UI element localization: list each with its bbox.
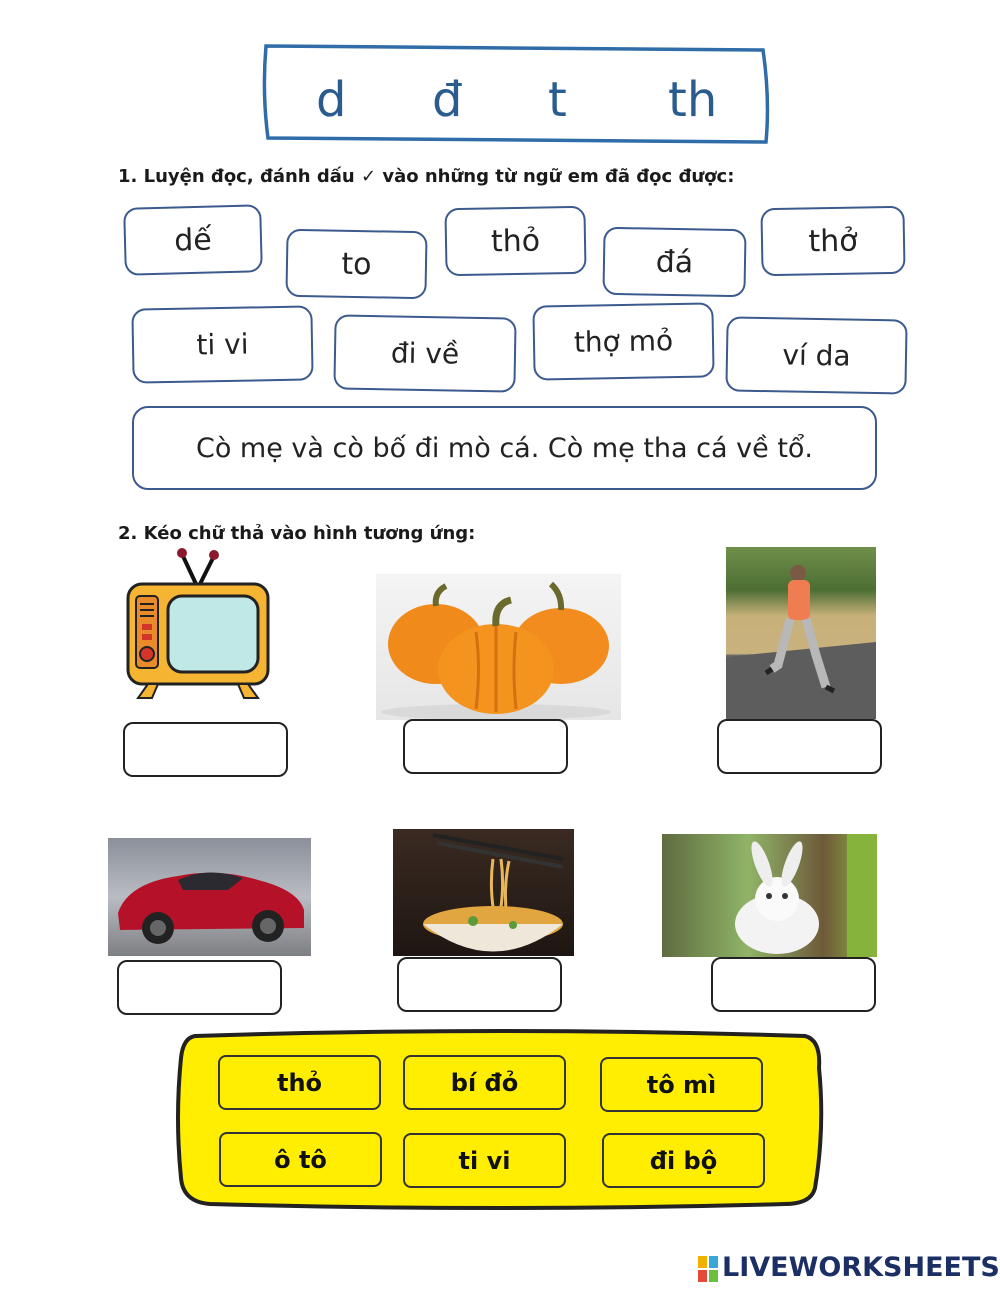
drop-box-noodle[interactable]: [397, 957, 562, 1012]
drop-box-walking[interactable]: [717, 719, 882, 774]
pumpkins-photo: [376, 574, 621, 720]
word-chip-o-to[interactable]: ô tô: [219, 1132, 382, 1187]
word-chip-to-mi[interactable]: tô mì: [600, 1057, 763, 1112]
liveworksheets-logo-icon: [698, 1256, 718, 1282]
title-letter-dd: đ: [432, 72, 463, 128]
word-card-vi-da[interactable]: ví da: [725, 316, 907, 394]
walking-man-photo: [726, 547, 876, 719]
word-card-ti-vi[interactable]: ti vi: [131, 305, 313, 383]
word-chip-tho[interactable]: thỏ: [218, 1055, 381, 1110]
drop-box-tv[interactable]: [123, 722, 288, 777]
drop-box-car[interactable]: [117, 960, 282, 1015]
title-letter-th: th: [668, 72, 718, 128]
section2-heading: 2. Kéo chữ thả vào hình tương ứng:: [118, 523, 476, 544]
drop-box-rabbit[interactable]: [711, 957, 876, 1012]
word-card-to[interactable]: to: [285, 229, 427, 299]
word-chip-di-bo[interactable]: đi bộ: [602, 1133, 765, 1188]
word-chip-bi-do[interactable]: bí đỏ: [403, 1055, 566, 1110]
word-card-tho-mo[interactable]: thợ mỏ: [532, 302, 714, 380]
sentence-card[interactable]: Cò mẹ và cò bố đi mò cá. Cò mẹ tha cá về tổ.: [132, 406, 877, 490]
noodle-bowl-photo: [393, 829, 574, 956]
title-letter-d: d: [316, 72, 347, 128]
title-letter-t: t: [548, 72, 567, 128]
red-car-photo: [108, 838, 311, 956]
tv-icon: [118, 546, 278, 706]
word-card-da[interactable]: đá: [602, 227, 746, 297]
section1-heading: 1. Luyện đọc, đánh dấu ✓ vào những từ ngữ em đã đọc được:: [118, 166, 735, 187]
word-card-tho-breathe[interactable]: thở: [760, 206, 905, 277]
word-chip-ti-vi[interactable]: ti vi: [403, 1133, 566, 1188]
drop-box-pumpkin[interactable]: [403, 719, 568, 774]
rabbit-photo: [662, 834, 877, 957]
word-card-de[interactable]: dế: [123, 204, 263, 276]
word-card-di-ve[interactable]: đi về: [333, 314, 516, 392]
liveworksheets-logo-text: LIVEWORKSHEETS: [722, 1252, 1000, 1283]
word-card-tho[interactable]: thỏ: [444, 206, 586, 276]
